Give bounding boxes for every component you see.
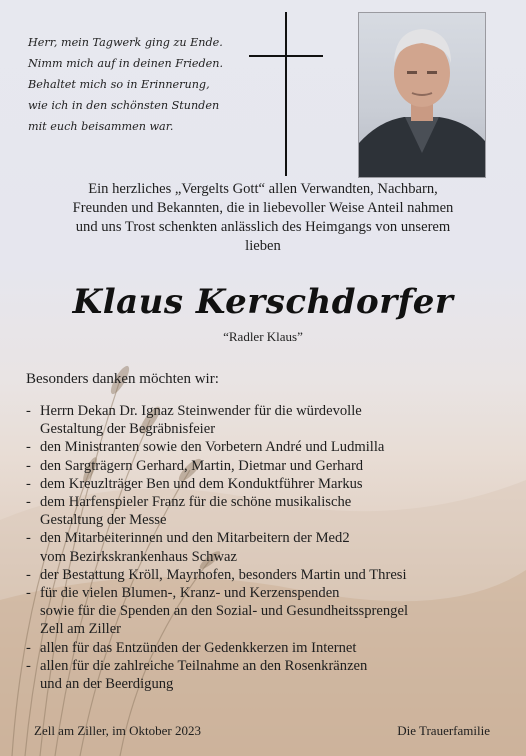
dash-bullet-icon: - [26, 657, 31, 674]
place-date: Zell am Ziller, im Oktober 2023 [34, 723, 201, 738]
dash-bullet-icon: - [26, 494, 31, 511]
thanks-line: Ein herzliches „Vergelts Gott“ allen Verwandten, Nachbarn, [88, 181, 438, 197]
cross-icon-vertical [285, 12, 287, 176]
dash-bullet-icon: - [26, 639, 31, 656]
poem-line: Herr, mein Tagwerk ging zu Ende. [28, 36, 223, 49]
poem-line: wie ich in den schönsten Stunden [28, 99, 220, 112]
list-item-line: und an der Beerdigung [40, 676, 174, 693]
list-item-line: den Mitarbeiterinnen und den Mitarbeitern der Med2 [40, 530, 350, 547]
thanks-paragraph [14, 180, 512, 256]
list-item-line: Gestaltung der Messe [40, 512, 167, 529]
list-item-line: den Ministranten sowie den Vorbetern André und Ludmilla [40, 439, 385, 456]
thanks-list [26, 402, 516, 693]
dash-bullet-icon: - [26, 457, 31, 474]
list-item-line: allen für die zahlreiche Teilnahme an den Rosenkränzen [40, 657, 368, 674]
list-item [26, 657, 516, 693]
list-item-line: Gestaltung der Begräbnisfeier [40, 421, 216, 438]
poem-line: mit euch beisammen war. [28, 120, 174, 133]
list-item-line: für die vielen Blumen-, Kranz- und Kerzenspenden [40, 585, 340, 602]
dash-bullet-icon: - [26, 585, 31, 602]
list-item-line: dem Kreuzlträger Ben und dem Konduktführer Markus [40, 475, 363, 492]
poem-line: Nimm mich auf in deinen Frieden. [28, 57, 224, 70]
list-item-line: Herrn Dekan Dr. Ignaz Steinwender für die würdevolle [40, 403, 362, 419]
poem-line: Behaltet mich so in Erinnerung, [28, 78, 210, 91]
dash-bullet-icon: - [26, 566, 31, 583]
list-item-line: vom Bezirkskrankenhaus Schwaz [40, 548, 237, 565]
list-item-line: Zell am Ziller [40, 621, 122, 638]
dash-bullet-icon: - [26, 403, 31, 419]
poem [28, 32, 258, 137]
list-item [26, 639, 516, 657]
dash-bullet-icon: - [26, 439, 31, 456]
dash-bullet-icon: - [26, 530, 31, 547]
deceased-nickname: “Radler Klaus” [223, 329, 303, 344]
list-item [26, 529, 516, 565]
dash-bullet-icon: - [26, 475, 31, 492]
signature: Die Trauerfamilie [397, 723, 490, 738]
portrait-photo [358, 12, 486, 178]
list-item [26, 457, 516, 475]
list-item-line: sowie für die Spenden an den Sozial- und Gesundheitssprengel [40, 603, 409, 620]
list-item-line: dem Harfenspieler Franz für die schöne musikalische [40, 494, 352, 511]
cross-icon-horizontal [249, 55, 323, 57]
list-item-line: allen für das Entzünden der Gedenkkerzen im Internet [40, 639, 357, 656]
thanks-line: Freunden und Bekannten, die in liebevoller Weise Anteil nahmen [72, 200, 454, 216]
thanks-line: und uns Trost schenkten anlässlich des Heimgangs von unserem [75, 219, 451, 235]
list-item [26, 438, 516, 456]
thanks-intro: Besonders danken möchten wir: [26, 371, 219, 387]
list-item [26, 566, 516, 584]
list-item-line: den Sargträgern Gerhard, Martin, Dietmar und Gerhard [40, 457, 364, 474]
list-item [26, 493, 516, 529]
deceased-name: Klaus Kerschdorfer [72, 282, 454, 322]
list-item-line: der Bestattung Kröll, Mayrhofen, besonders Martin und Thresi [40, 566, 407, 583]
thanks-line: lieben [245, 238, 281, 254]
list-item [26, 402, 516, 438]
list-item [26, 475, 516, 493]
list-item [26, 584, 516, 639]
